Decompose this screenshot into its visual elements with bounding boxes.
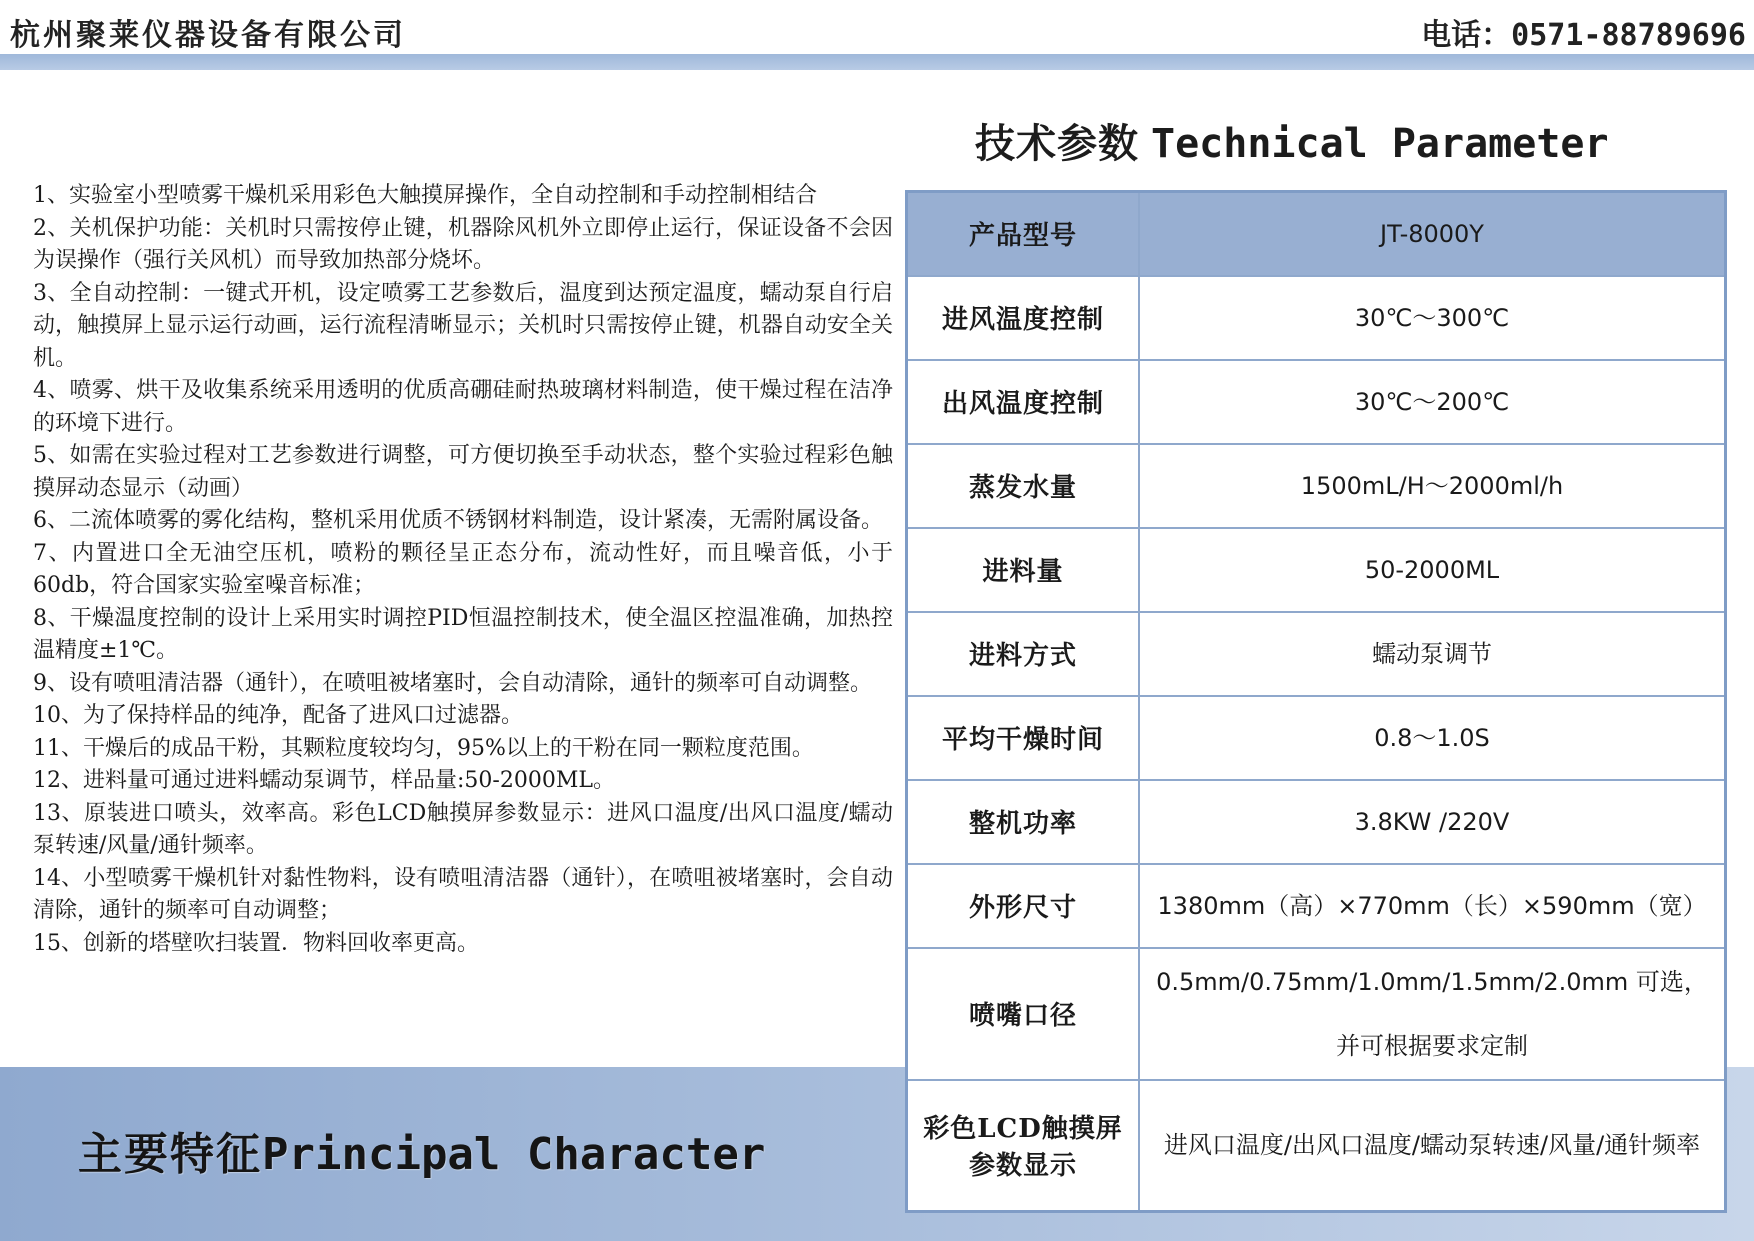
technical-title-cn: 技术参数	[975, 121, 1139, 167]
phone-number: 电话：0571-88789696	[1421, 18, 1746, 53]
param-label: 平均干燥时间	[907, 696, 1140, 780]
technical-parameter-title	[975, 112, 1609, 169]
param-label: 出风温度控制	[907, 360, 1140, 444]
feature-item: 1、实验室小型喷雾干燥机采用彩色大触摸屏操作，全自动控制和手动控制相结合	[33, 183, 817, 208]
feature-item: 7、内置进口全无油空压机，喷粉的颗径呈正态分布，流动性好，而且噪音低，小于60db，符合国家实验室噪音标准；	[33, 540, 893, 598]
table-row	[907, 528, 1726, 612]
param-label: 整机功率	[907, 780, 1140, 864]
param-label: 产品型号	[907, 192, 1140, 276]
param-label: 进料方式	[907, 612, 1140, 696]
table-row	[907, 444, 1726, 528]
param-value: 0.8～1.0S	[1139, 696, 1726, 780]
parameter-table	[905, 190, 1727, 1213]
param-value: 0.5mm/0.75mm/1.0mm/1.5mm/2.0mm 可选，并可根据要求定制	[1139, 948, 1726, 1080]
table-row	[907, 276, 1726, 360]
param-value: 30℃～300℃	[1139, 276, 1726, 360]
feature-item: 9、设有喷咀清洁器（通针），在喷咀被堵塞时，会自动清除，通针的频率可自动调整。	[33, 670, 872, 696]
table-row	[907, 1080, 1726, 1212]
param-value: 30℃～200℃	[1139, 360, 1726, 444]
table-row	[907, 864, 1726, 948]
feature-item: 3、全自动控制：一键式开机，设定喷雾工艺参数后，温度到达预定温度，蠕动泵自行启动，触摸屏上显示运行动画，运行流程清晰显示；关机时只需按停止键，机器自动安全关机。	[33, 280, 893, 371]
feature-item: 12、进料量可通过进料蠕动泵调节，样品量:50-2000ML。	[33, 768, 615, 793]
principal-title-en: Principal Character	[262, 1129, 766, 1180]
header-band	[0, 54, 1754, 70]
param-value: 1380mm（高）×770mm（长）×590mm（宽）	[1139, 864, 1726, 948]
technical-title-en: Technical Parameter	[1151, 121, 1609, 167]
param-value: 50-2000ML	[1139, 528, 1726, 612]
page-header	[0, 0, 1754, 54]
principal-character-title	[78, 1118, 765, 1182]
feature-item: 4、喷雾、烘干及收集系统采用透明的优质高硼硅耐热玻璃材料制造，使干燥过程在洁净的环境下进行。	[33, 378, 893, 436]
param-label: 蒸发水量	[907, 444, 1140, 528]
param-label: 进风温度控制	[907, 276, 1140, 360]
param-value: 1500mL/H～2000ml/h	[1139, 444, 1726, 528]
feature-item: 6、二流体喷雾的雾化结构，整机采用优质不锈钢材料制造，设计紧凑，无需附属设备。	[33, 508, 883, 533]
param-value: 蠕动泵调节	[1139, 612, 1726, 696]
param-label: 进料量	[907, 528, 1140, 612]
feature-item: 15、创新的塔壁吹扫装置．物料回收率更高。	[33, 930, 479, 956]
param-label: 喷嘴口径	[907, 948, 1140, 1080]
table-row	[907, 612, 1726, 696]
feature-item: 2、关机保护功能：关机时只需按停止键，机器除风机外立即停止运行，保证设备不会因为误操作（强行关风机）而导致加热部分烧坏。	[33, 215, 893, 273]
feature-item: 10、为了保持样品的纯净，配备了进风口过滤器。	[33, 703, 523, 728]
feature-item: 8、干燥温度控制的设计上采用实时调控PID恒温控制技术，使全温区控温准确，加热控温精度±1℃。	[33, 605, 893, 663]
param-label: 彩色LCD触摸屏参数显示	[907, 1080, 1140, 1212]
table-row	[907, 948, 1726, 1080]
company-name: 杭州聚莱仪器设备有限公司	[10, 18, 406, 53]
feature-item: 5、如需在实验过程对工艺参数进行调整，可方便切换至手动状态，整个实验过程彩色触摸屏动态显示（动画）	[33, 443, 893, 501]
param-value: 3.8KW /220V	[1139, 780, 1726, 864]
feature-item: 13、原装进口喷头，效率高。彩色LCD触摸屏参数显示：进风口温度/出风口温度/蠕动泵转速/风量/通针频率。	[33, 800, 893, 858]
principal-title-cn: 主要特征	[78, 1129, 262, 1180]
feature-item: 14、小型喷雾干燥机针对黏性物料，设有喷咀清洁器（通针），在喷咀被堵塞时，会自动清除，通针的频率可自动调整；	[33, 865, 893, 923]
param-value: 进风口温度/出风口温度/蠕动泵转速/风量/通针频率	[1139, 1080, 1726, 1212]
param-label: 外形尺寸	[907, 864, 1140, 948]
feature-list	[33, 180, 893, 960]
param-value: JT-8000Y	[1139, 192, 1726, 276]
table-row	[907, 696, 1726, 780]
table-row	[907, 360, 1726, 444]
table-row	[907, 780, 1726, 864]
table-row	[907, 192, 1726, 276]
feature-item: 11、干燥后的成品干粉，其颗粒度较均匀，95%以上的干粉在同一颗粒度范围。	[33, 735, 814, 761]
